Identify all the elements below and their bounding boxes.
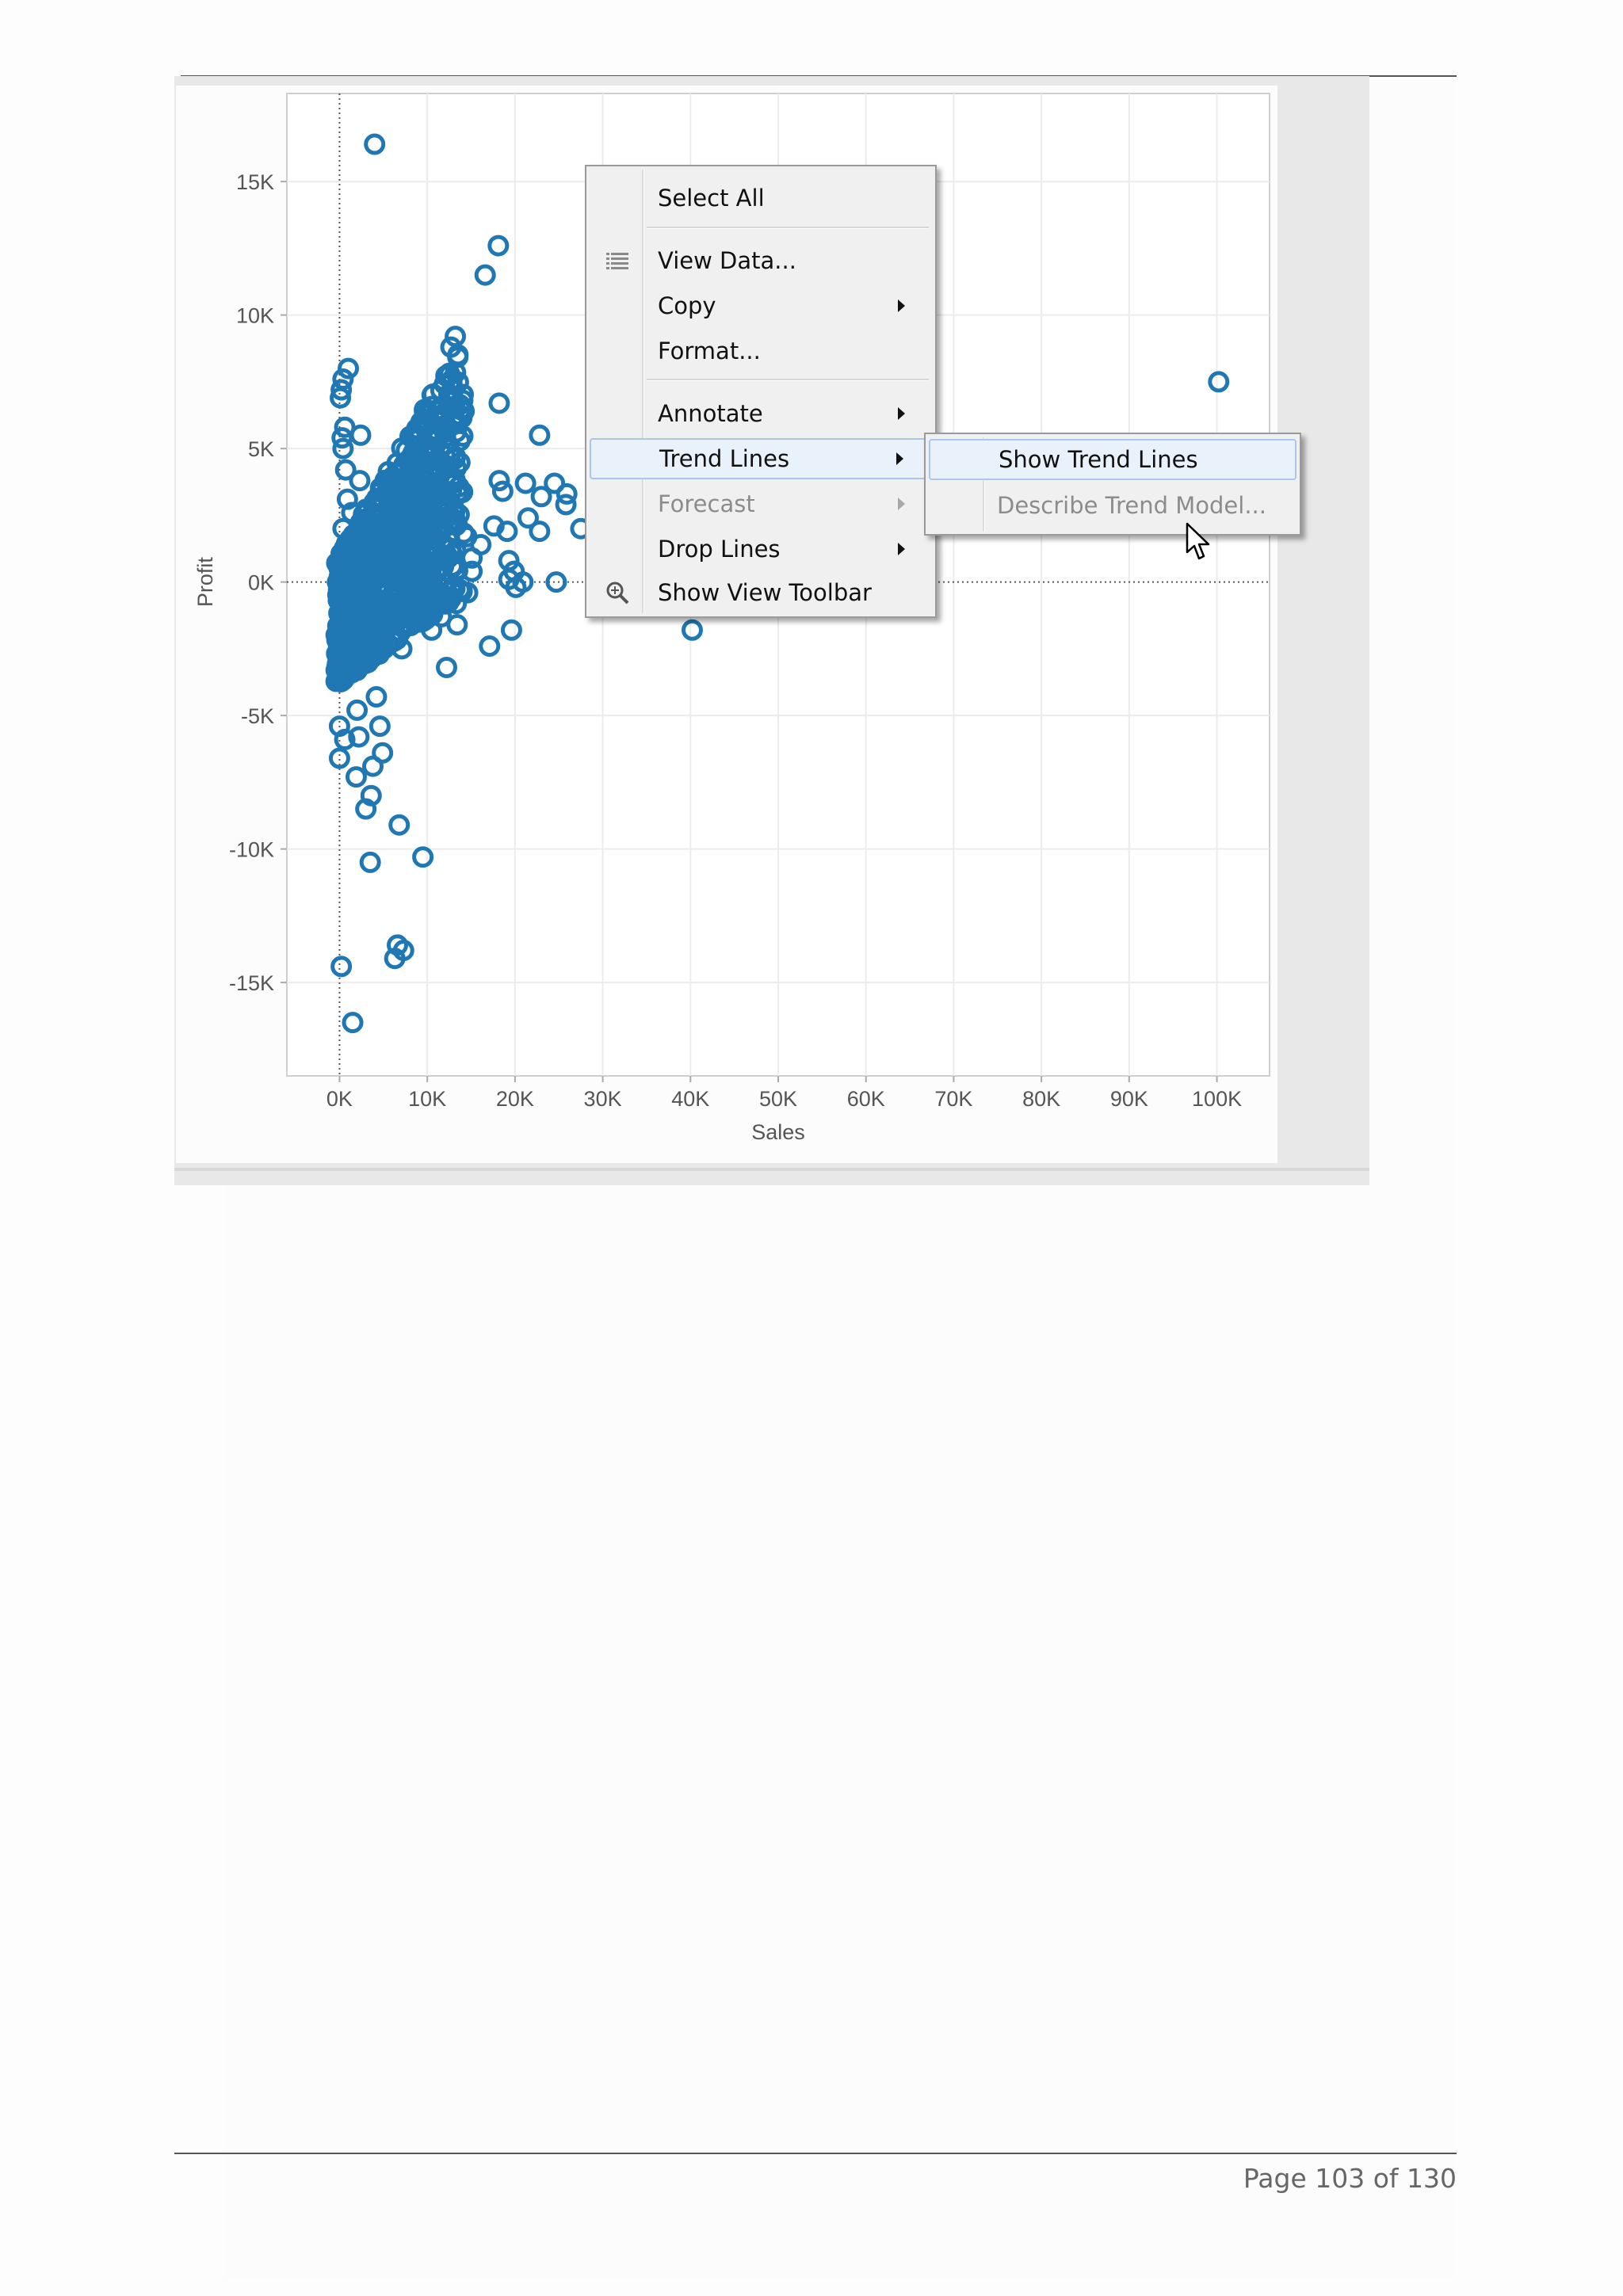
- menu-item-copy[interactable]: [590, 285, 932, 326]
- x-tick-label: 50K: [758, 1087, 798, 1111]
- menu-item-show-trend-lines[interactable]: [929, 439, 1296, 480]
- menu-item-forecast: [590, 483, 932, 524]
- menu-item-drop-lines[interactable]: [590, 528, 932, 570]
- zoom-icon: [604, 580, 631, 605]
- menu-item-label: Select All: [658, 185, 765, 212]
- menu-item-label: Forecast: [658, 490, 755, 517]
- menu-item-view-data[interactable]: [590, 240, 932, 281]
- menu-item-label: Describe Trend Model...: [997, 492, 1266, 519]
- x-tick-label: 100K: [1192, 1087, 1243, 1111]
- y-tick-label: -10K: [228, 837, 274, 862]
- screenshot-panel: [174, 76, 1369, 1185]
- menu-separator: [647, 379, 929, 381]
- x-tick-label: 20K: [495, 1087, 534, 1111]
- y-tick-label: 0K: [247, 570, 274, 595]
- menu-item-label: Drop Lines: [658, 536, 781, 563]
- y-tick-label: -5K: [240, 704, 274, 729]
- menu-item-label: Show Trend Lines: [999, 446, 1198, 473]
- submenu-arrow-icon: [898, 299, 905, 312]
- panel-bottom-edge: [174, 1168, 1369, 1171]
- submenu-arrow-icon: [898, 498, 905, 510]
- submenu-arrow-icon: [898, 407, 905, 420]
- x-axis-title: Sales: [751, 1120, 805, 1144]
- menu-item-label: Trend Lines: [659, 445, 790, 472]
- y-tick-label: 10K: [235, 303, 274, 328]
- menu-item-label: Show View Toolbar: [658, 579, 872, 606]
- footer-rule: [174, 2153, 1457, 2154]
- x-tick-label: 30K: [583, 1087, 622, 1111]
- mouse-cursor-icon: [1186, 522, 1211, 562]
- page-number: Page 103 of 130: [1243, 2163, 1457, 2194]
- menu-item-select-all[interactable]: [590, 177, 932, 219]
- x-tick-label: 70K: [934, 1087, 973, 1111]
- submenu-arrow-icon: [896, 452, 903, 465]
- menu-item-format[interactable]: [590, 330, 932, 372]
- menu-item-describe-trend-model: [929, 485, 1296, 526]
- trend-lines-submenu: [924, 433, 1301, 536]
- x-tick-label: 90K: [1109, 1087, 1148, 1111]
- table-icon: [604, 248, 631, 273]
- x-tick-label: 0K: [326, 1087, 353, 1111]
- x-tick-label: 40K: [671, 1087, 710, 1111]
- menu-item-show-view-toolbar[interactable]: [590, 572, 932, 613]
- menu-separator: [647, 227, 929, 229]
- x-tick-label: 10K: [408, 1087, 447, 1111]
- menu-item-trend-lines[interactable]: [590, 438, 932, 479]
- x-tick-label: 80K: [1022, 1087, 1061, 1111]
- x-tick-label: 60K: [846, 1087, 885, 1111]
- y-tick-label: 5K: [247, 437, 274, 462]
- submenu-arrow-icon: [898, 543, 905, 555]
- menu-item-label: Format...: [658, 338, 761, 364]
- menu-item-label: Annotate: [658, 400, 763, 427]
- menu-item-label: Copy: [658, 292, 716, 319]
- context-menu: [585, 165, 937, 618]
- menu-item-label: View Data...: [658, 247, 796, 274]
- y-axis-title: Profit: [193, 557, 217, 608]
- y-tick-label: -15K: [228, 971, 274, 996]
- y-tick-label: 15K: [235, 170, 274, 195]
- menu-item-annotate[interactable]: [590, 393, 932, 434]
